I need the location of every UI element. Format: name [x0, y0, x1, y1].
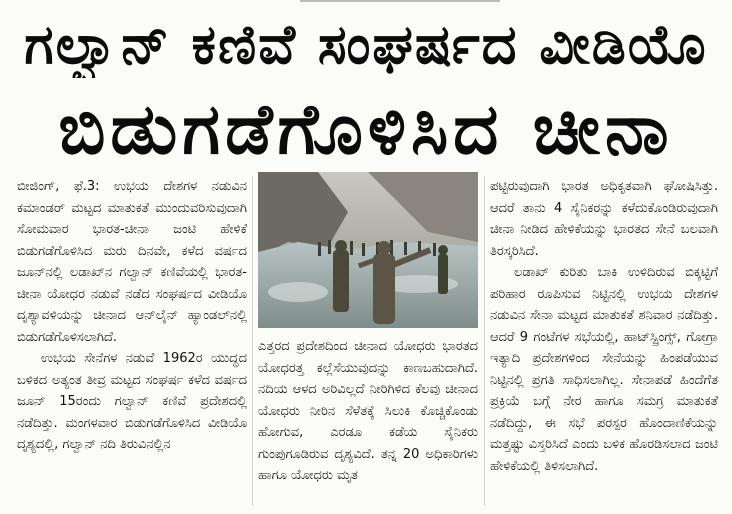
article-paragraph: ಎತ್ತರದ ಪ್ರದೇಶದಿಂದ ಚೀನಾದ ಯೋಧರು ಭಾರತದ ಯೋಧರತ್ತ ಕಲ್ಲೆಸೆಯುವುದನ್ನು ಕಾಣಬಹುದಾಗಿದೆ. ನದಿಯ ಆಳದ ಅರಿವಿಲ್ಲದೆ ನೀರಿಗಿಳಿದ ಕೆಲವು ಚೀನಾದ ಯೋಧರು ನೀರಿನ ಸೆಳೆತಕ್ಕೆ ಸಿಲುಕಿ ಕೊಚ್ಚಿಕೊಂಡು ಹೋಗುವ, ಎರಡೂ ಕಡೆಯ ಸೈನಿಕರು ಗುಂಪುಗೂಡಿರುವ ದೃಶ್ಯವಿದೆ. ತನ್ನ 20 ಅಧಿಕಾರಿಗಳು ಹಾಗೂ ಯೋಧರು ಮೃತ — [258, 339, 478, 483]
article-paragraph: ಲಡಾಖ್ ಕುರಿತು ಬಾಕಿ ಉಳಿದಿರುವ ಬಿಕ್ಕಟ್ಟಿಗೆ ಪರಿಹಾರ ರೂಪಿಸುವ ನಿಟ್ಟಿನಲ್ಲಿ ಉಭಯ ದೇಶಗಳ ನಡುವಿನ ಸೇನಾ ಮಟ್ಟದ ಮಾತುಕತೆ ಶನಿವಾರ ನಡೆದಿತ್ತು. ಆದರೆ 9 ಗಂಟೆಗಳ ಸಭೆಯಲ್ಲಿ, ಹಾಟ್‌ಸ್ಪ್ರಿಂಗ್ಸ್, ಗೋಗ್ರಾ ಇತ್ಯಾದಿ ಪ್ರದೇಶಗಳಿಂದ ಸೇನೆಯನ್ನು ಹಿಂಪಡೆಯುವ ನಿಟ್ಟಿನಲ್ಲಿ ಪ್ರಗತಿ ಸಾಧಿಸಲಾಗಿಲ್ಲ. ಸೇನಾಪಡೆ ಹಿಂದೆಗೆತ ಪ್ರಕ್ರಿಯೆ ಬಗ್ಗೆ ನೇರ ಹಾಗೂ ಸಮಗ್ರ ಮಾತುಕತೆ ನಡೆದಿದ್ದು, ಈ ಸಭೆ ಪರಸ್ಪರ ಹೊಂದಾಣಿಕೆಯನ್ನು ಮತ್ತಷ್ಟು ವಿಸ್ತರಿಸಿದೆ ಎಂದು ಬಳಿಕ ಹೊರಡಿಸಲಾದ ಜಂಟಿ ಹೇಳಿಕೆಯಲ್ಲಿ ತಿಳಿಸಲಾಗಿದೆ. — [490, 265, 718, 474]
top-strip — [0, 0, 732, 7]
article-column-2 — [258, 336, 478, 506]
column-divider — [252, 176, 253, 506]
headline-line-2: ಬಿಡುಗಡೆಗೊಳಿಸಿದ ಚೀನಾ — [58, 88, 674, 170]
article-paragraph: ಬೀಜಿಂಗ್, ಫೆ.3: ಉಭಯ ದೇಶಗಳ ನಡುವಿನ ಕಮಾಂಡರ್ ಮಟ್ಟದ ಮಾತುಕತೆ ಮುಂದುವರಿಸುವುದಾಗಿ ಸೋಮವಾರ ಭಾರತ-ಚೀನಾ ಜಂಟಿ ಹೇಳಿಕೆ ಬಿಡುಗಡೆಗೊಳಿಸಿದ ಮರು ದಿನವೇ, ಕಳೆದ ವರ್ಷದ ಜೂನ್‌ನಲ್ಲಿ ಲಡಾಖ್‌ನ ಗಲ್ವಾನ್ ಕಣಿವೆಯಲ್ಲಿ ಭಾರತ-ಚೀನಾ ಯೋಧರ ನಡುವೆ ನಡೆದ ಸಂಘರ್ಷದ ವೀಡಿಯೊ ದೃಶ್ಯಾವಳಿಯನ್ನು ಚೀನಾದ ಆನ್‌ಲೈನ್ ಹ್ಯಾಂಡಲ್‌ನಲ್ಲಿ ಬಿಡುಗಡೆಗೊಳಿಸಲಾಗಿದೆ. — [17, 179, 247, 345]
headline-line-1: ಗಲ್ವಾನ್ ಕಣಿವೆ ಸಂಘರ್ಷದ ವೀಡಿಯೊ — [24, 13, 708, 76]
article-paragraph: ಉಭಯ ಸೇನೆಗಳ ನಡುವೆ 1962ರ ಯುದ್ಧದ ಬಳಿಕದ ಅತ್ಯಂತ ತೀವ್ರ ಮಟ್ಟದ ಸಂಘರ್ಷ ಕಳೆದ ವರ್ಷದ ಜೂನ್ 15ರಂದು ಗಲ್ವಾನ್ ಕಣಿವೆ ಪ್ರದೇಶದಲ್ಲಿ ನಡೆದಿತ್ತು. ಮಂಗಳವಾರ ಬಿಡುಗಡೆಗೊಳಿಸಿದ ವೀಡಿಯೊ ದೃಶ್ಯದಲ್ಲಿ, ಗಲ್ವಾನ್ ನದಿ ತಿರುವಿನಲ್ಲಿನ — [17, 351, 247, 452]
soldiers-river-photo — [258, 172, 478, 328]
news-photo — [258, 172, 478, 328]
article-paragraph: ಪಟ್ಟಿರುವುದಾಗಿ ಭಾರತ ಅಧಿಕೃತವಾಗಿ ಘೋಷಿಸಿತ್ತು. ಆದರೆ ತಾನು 4 ಸೈನಿಕರನ್ನು ಕಳೆದುಕೊಂಡಿರುವುದಾಗಿ ಚೀನಾ ನೀಡಿದ ಹೇಳಿಕೆಯನ್ನು ಭಾರತದ ಸೇನೆ ಬಲವಾಗಿ ತಿರಸ್ಕರಿಸಿದೆ. — [490, 179, 718, 259]
column-divider — [484, 176, 485, 506]
article-column-1 — [17, 176, 247, 506]
article-column-3 — [490, 176, 718, 506]
